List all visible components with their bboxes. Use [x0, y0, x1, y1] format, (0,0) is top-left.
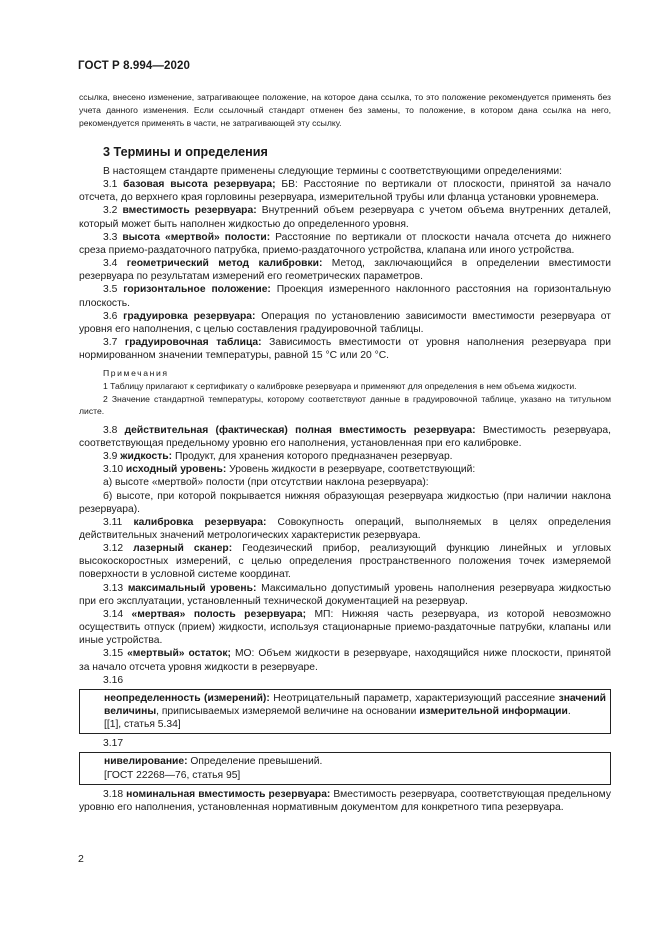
- note-2: 2 Значение стандартной температуры, которому соответствуют данные в градуировочной таблице, указано на титульном листе.: [79, 393, 611, 417]
- section-lead: В настоящем стандарте применены следующие термины с соответствующими определениями:: [103, 166, 563, 177]
- term-3-17-source: [ГОСТ 22268—76, статья 95]: [104, 769, 241, 781]
- term-3-13: 3.13 максимальный уровень: Максимально допустимый уровень наполнения резервуара жидкостью при его эксплуатации, установленный технической документацией на резервуар.: [79, 582, 611, 607]
- term-3-11: 3.11 калибровка резервуара: Совокупность операций, выполняемых в целях определения действительных значений метрологических характеристик резервуара.: [79, 516, 611, 541]
- term-3-14: 3.14 «мертвая» полость резервуара; МП: Нижняя часть резервуара, из которой невозможно осуществить отпуск (прием) жидкости, используя стационарные приемо-раздаточные патрубки, клапаны или иные устройства.: [79, 608, 611, 647]
- term-3-16-source: [[1], статья 5.34]: [104, 719, 181, 731]
- notes-block: [79, 367, 611, 417]
- term-3-6: 3.6 градуировка резервуара: Операция по установлению зависимости вместимости резервуара от уровня его наполнения, с целью составления градуировочной таблицы.: [79, 310, 611, 335]
- term-3-16-box: [79, 689, 611, 734]
- term-3-4: 3.4 геометрический метод калибровки: Метод, заключающийся в определении вместимости резервуара по результатам измерений его геометрических параметров.: [79, 258, 611, 283]
- section-title: 3 Термины и определения: [103, 145, 268, 159]
- term-3-10: 3.10 исходный уровень: Уровень жидкости в резервуаре, соответствующий:: [103, 464, 476, 476]
- standard-header: ГОСТ Р 8.994—2020: [78, 60, 190, 72]
- term-3-3: 3.3 высота «мертвой» полости: Расстояние по вертикали от плоскости начала отсчета до нижнего среза приемо-раздаточного патрубка, приемо-раздаточного устройства, клапана или иного устройства.: [79, 231, 611, 256]
- term-3-2: 3.2 вместимость резервуара: Внутренний объем резервуара с учетом объема внутренних деталей, который может быть наполнен жидкостью до определенного уровня.: [79, 205, 611, 230]
- page-number: 2: [78, 853, 84, 865]
- sub-item-a: а) высоте «мертвой» полости (при отсутствии наклона резервуара):: [103, 477, 429, 489]
- term-3-18: 3.18 номинальная вместимость резервуара: Вместимость резервуара, соответствующая предельному уровню его наполнения, установленная нормативным документом для конкретного типа резервуара.: [79, 788, 611, 813]
- notes-title: Примечания: [103, 368, 169, 379]
- intro-text: ссылка, внесено изменение, затрагивающее положение, на которое дана ссылка, то это положение рекомендуется применять без учета данного изменения. Если ссылочный стандарт отменен без замены, то положение, в котором дана ссылка на него, рекомендуется применять в части, не затрагивающей эту ссылку.: [79, 92, 611, 129]
- section-body: [79, 165, 611, 814]
- note-1: 1 Таблицу прилагают к сертификату о калибровке резервуара и применяют для определения в нем объема жидкости.: [103, 380, 577, 391]
- term-3-9: 3.9 жидкость: Продукт, для хранения которого предназначен резервуар.: [103, 451, 453, 463]
- term-3-17-number: 3.17: [103, 738, 124, 750]
- term-3-8: 3.8 действительная (фактическая) полная вместимость резервуара: Вместимость резервуара, соответствующая предельному уровню его наполнения, установленная при его калибровке.: [79, 424, 611, 449]
- term-3-16-definition: неопределенность (измерений): Неотрицательный параметр, характеризующий рассеяние значений величины, приписываемых измеряемой величине на основании измерительной информации.: [104, 692, 606, 717]
- term-3-16-number: 3.16: [103, 674, 124, 686]
- term-3-17-box: [79, 752, 611, 784]
- term-3-5: 3.5 горизонтальное положение: Проекция измеренного наклонного расстояния на горизонтальную плоскость.: [79, 284, 611, 309]
- sub-item-b: б) высоте, при которой покрывается нижняя образующая резервуара жидкостью (при наличии наклона резервуара).: [79, 490, 611, 515]
- term-3-1: 3.1 базовая высота резервуара; БВ: Расстояние по вертикали от плоскости, принятой за начало отсчета, до верхнего края горловины резервуара, измерительной трубы или фланца установки уровнемера.: [79, 179, 611, 204]
- intro-paragraph: [79, 91, 611, 131]
- term-3-7: 3.7 градуировочная таблица: Зависимость вместимости от уровня наполнения резервуара при нормированном значении температуры, равной 15 °C или 20 °C.: [79, 337, 611, 362]
- term-3-12: 3.12 лазерный сканер: Геодезический прибор, реализующий функцию линейных и угловых высокоскоростных измерений, с целью определения пространственного положения точек измеряемой поверхности в условной системе координат.: [79, 543, 611, 581]
- term-3-17-definition: нивелирование: Определение превышений.: [104, 756, 323, 768]
- term-3-15: 3.15 «мертвый» остаток; МО: Объем жидкости в резервуаре, находящийся ниже плоскости, принятой за начало отсчета уровня жидкости в резервуаре.: [79, 648, 611, 673]
